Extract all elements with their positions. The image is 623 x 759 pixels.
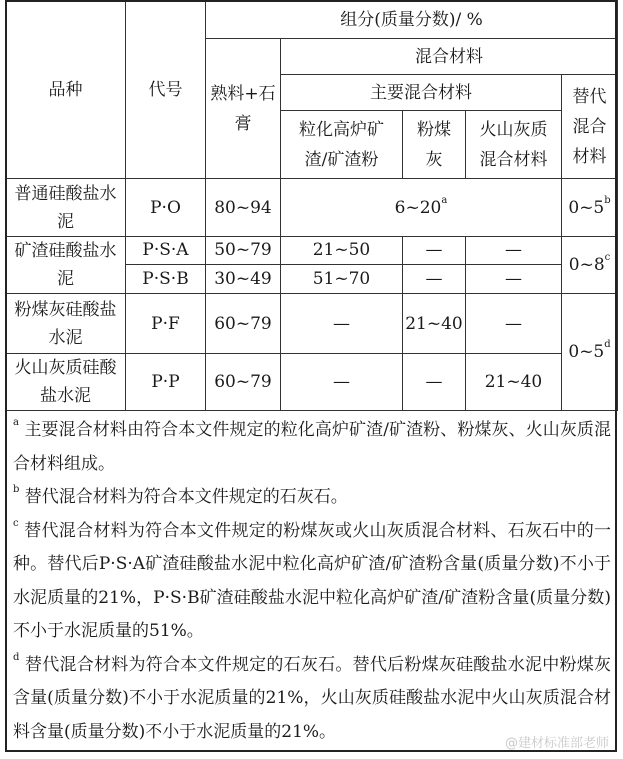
header-variety: 品种: [6, 1, 126, 179]
table-frame: [5, 0, 617, 752]
header-slag: 粒化高炉矿渣/矿渣粉: [281, 111, 403, 179]
row-psa-clinker: 50~79: [206, 237, 281, 265]
watermark: @建材标准部老师: [504, 736, 609, 751]
row-psb-clinker: 30~49: [206, 264, 281, 293]
header-pozzolan: 火山灰质混合材料: [466, 111, 562, 179]
row-pf-slag: —: [281, 294, 403, 354]
row-pp-clinker: 60~79: [206, 354, 281, 411]
row-pp-code: P·P: [126, 354, 206, 411]
row-pf-flyash: 21~40: [403, 294, 466, 354]
row-pp-pozzolan: 21~40: [466, 354, 562, 411]
row-pf-pozzolan: —: [466, 294, 562, 354]
row-pp-name: 火山灰质硅酸盐水泥: [6, 354, 126, 411]
row-psa-slag: 21~50: [281, 237, 403, 265]
row-psb-pozzolan: —: [466, 264, 562, 293]
row-psb-code: P·S·B: [126, 264, 206, 293]
header-clinker-gypsum: 熟料+石膏: [206, 39, 281, 179]
header-mixed-materials: 混合材料: [281, 39, 618, 75]
row-psa-flyash: —: [403, 237, 466, 265]
header-substitute: 替代混合材料: [562, 75, 618, 179]
row-po-code: P·O: [126, 179, 206, 237]
row-po-clinker: 80~94: [206, 179, 281, 237]
row-fp-substitute: 0~5$^d$: [562, 294, 618, 411]
row-pf-code: P·F: [126, 294, 206, 354]
note-d: $^d$ 替代混合材料为符合本文件规定的石灰石。替代后粉煤灰硅酸盐水泥中粉煤灰含量(质量分数)不小于水泥质量的21%，火山灰质硅酸盐水泥中火山灰质混合材料含量(质量分数)不小于水泥质量的21%。: [13, 651, 611, 742]
header-main-mixed: 主要混合材料: [281, 75, 562, 111]
row-psb-slag: 51~70: [281, 264, 403, 293]
header-flyash: 粉煤灰: [403, 111, 466, 179]
header-composition: 组分(质量分数)/ %: [206, 1, 618, 39]
row-pp-slag: —: [281, 354, 403, 411]
row-po-name: 普通硅酸盐水泥: [6, 179, 126, 237]
header-code: 代号: [126, 1, 206, 179]
row-po-main: 6~20$^a$: [281, 179, 562, 237]
note-c: $^c$ 替代混合材料为符合本文件规定的粉煤灰或火山灰质混合材料、石灰石中的一种。替代后P·S·A矿渣硅酸盐水泥中粒化高炉矿渣/矿渣粉含量(质量分数)不小于水泥质量的21%，P·S·B矿渣硅酸盐水泥中粒化高炉矿渣/矿渣粉含量(质量分数)不小于水泥质量的51%。: [13, 517, 611, 641]
row-psa-pozzolan: —: [466, 237, 562, 265]
row-pp-flyash: —: [403, 354, 466, 411]
row-slag-substitute: 0~8$^c$: [562, 237, 618, 294]
row-pf-clinker: 60~79: [206, 294, 281, 354]
row-po-substitute: 0~5$^b$: [562, 179, 618, 237]
row-psb-flyash: —: [403, 264, 466, 293]
row-slag-name: 矿渣硅酸盐水泥: [6, 237, 126, 294]
row-psa-code: P·S·A: [126, 237, 206, 265]
row-pf-name: 粉煤灰硅酸盐水泥: [6, 294, 126, 354]
note-b: $^b$ 替代混合材料为符合本文件规定的石灰石。: [13, 484, 348, 507]
note-a: $^a$ 主要混合材料由符合本文件规定的粒化高炉矿渣/矿渣粉、粉煤灰、火山灰质混合材料组成。: [13, 417, 611, 474]
